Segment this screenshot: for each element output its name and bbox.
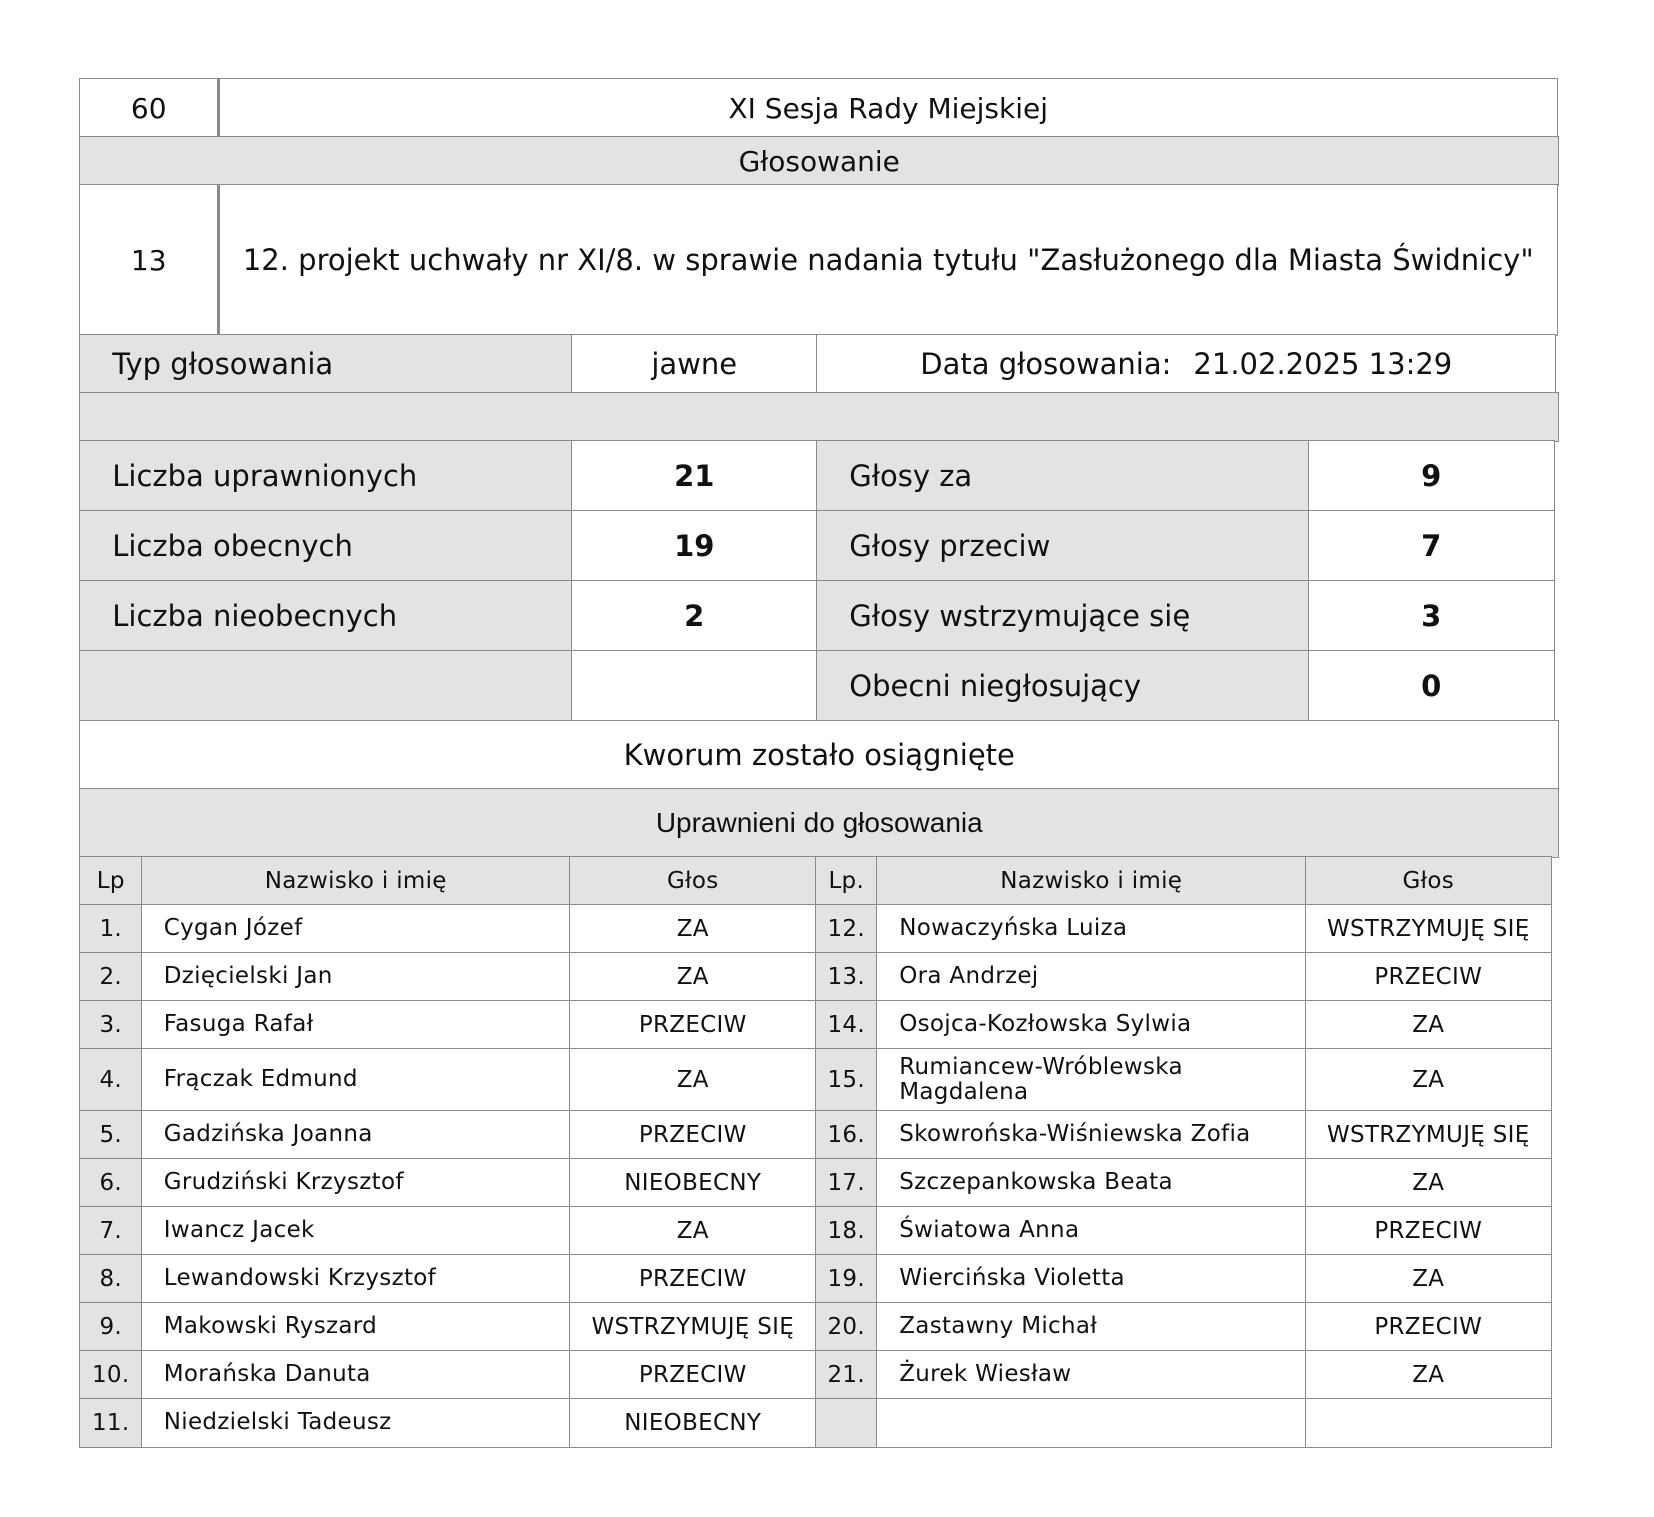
spacer-cell xyxy=(79,392,1559,442)
voter-name-right: Szczepankowska Beata xyxy=(876,1158,1306,1208)
stats-row xyxy=(80,581,1560,651)
stat-value-left xyxy=(571,650,818,722)
voter-name-right: Wiercińska Violetta xyxy=(876,1254,1306,1304)
voter-lp-left: 6. xyxy=(79,1158,142,1208)
voter-lp-right: 20. xyxy=(815,1302,878,1352)
voter-lp-right: 18. xyxy=(815,1206,878,1256)
voter-lp-right: 21. xyxy=(815,1350,878,1400)
voter-vote-right: ZA xyxy=(1305,1254,1552,1304)
voter-vote-left: NIEOBECNY xyxy=(569,1158,816,1208)
stat-label-left: Liczba obecnych xyxy=(79,510,572,582)
stats-row xyxy=(80,511,1560,581)
stat-label-left: Liczba uprawnionych xyxy=(79,440,572,512)
voter-name-left: Niedzielski Tadeusz xyxy=(141,1398,571,1448)
voter-lp-left: 8. xyxy=(79,1254,142,1304)
session-title: XI Sesja Rady Miejskiej xyxy=(219,78,1558,138)
stat-label-right: Obecni niegłosujący xyxy=(816,650,1309,722)
spacer-row xyxy=(80,393,1560,441)
voter-vote-left: PRZECIW xyxy=(569,1000,816,1050)
voters-table-header xyxy=(80,857,1560,905)
header-lp-left: Lp xyxy=(79,856,142,906)
resolution-title: 12. projekt uchwały nr XI/8. w sprawie nadania tytułu "Zasłużonego dla Miasta Świdnicy" xyxy=(219,184,1558,336)
voter-vote-right: PRZECIW xyxy=(1305,952,1552,1002)
voter-vote-right: PRZECIW xyxy=(1305,1206,1552,1256)
voter-name-right: Osojca-Kozłowska Sylwia xyxy=(876,1000,1306,1050)
voter-vote-right: PRZECIW xyxy=(1305,1302,1552,1352)
voter-vote-left: PRZECIW xyxy=(569,1110,816,1160)
voter-vote-right: WSTRZYMUJĘ SIĘ xyxy=(1305,1110,1552,1160)
voter-vote-left: PRZECIW xyxy=(569,1254,816,1304)
section-title: Głosowanie xyxy=(79,136,1559,186)
stat-label-right: Głosy za xyxy=(816,440,1309,512)
voter-vote-left: PRZECIW xyxy=(569,1350,816,1400)
voter-name-right: Rumiancew-Wróblewska Magdalena xyxy=(876,1048,1306,1112)
vote-date-value: 21.02.2025 13:29 xyxy=(1193,347,1453,381)
table-row xyxy=(80,1351,1560,1399)
stat-value-right: 9 xyxy=(1308,440,1555,512)
voter-name-right: Żurek Wiesław xyxy=(876,1350,1306,1400)
voters-table-body xyxy=(80,905,1560,1447)
header-vote-right: Głos xyxy=(1305,856,1552,906)
stat-label-right: Głosy przeciw xyxy=(816,510,1309,582)
voter-vote-left: NIEOBECNY xyxy=(569,1398,816,1448)
stat-value-right: 3 xyxy=(1308,580,1555,652)
voter-lp-left: 7. xyxy=(79,1206,142,1256)
voter-name-left: Cygan Józef xyxy=(141,904,571,954)
voter-lp-right: 16. xyxy=(815,1110,878,1160)
voter-lp-left: 4. xyxy=(79,1048,142,1112)
stat-value-left: 21 xyxy=(571,440,818,512)
voter-name-right xyxy=(876,1398,1306,1448)
voter-lp-left: 5. xyxy=(79,1110,142,1160)
vote-type-value: jawne xyxy=(571,334,818,394)
voter-name-left: Gadzińska Joanna xyxy=(141,1110,571,1160)
voter-vote-right: ZA xyxy=(1305,1048,1552,1112)
voter-vote-left: WSTRZYMUJĘ SIĘ xyxy=(569,1302,816,1352)
section-row xyxy=(80,137,1560,185)
stat-label-left xyxy=(79,650,572,722)
table-row xyxy=(80,1255,1560,1303)
stats-row xyxy=(80,441,1560,511)
voter-lp-left: 1. xyxy=(79,904,142,954)
voter-name-left: Frączak Edmund xyxy=(141,1048,571,1112)
voter-name-right: Nowaczyńska Luiza xyxy=(876,904,1306,954)
stat-label-left: Liczba nieobecnych xyxy=(79,580,572,652)
voter-lp-right: 19. xyxy=(815,1254,878,1304)
stat-value-right: 0 xyxy=(1308,650,1555,722)
voters-title-row xyxy=(80,789,1560,857)
table-row xyxy=(80,905,1560,953)
table-row xyxy=(80,1207,1560,1255)
table-row xyxy=(80,1049,1560,1111)
voter-vote-left: ZA xyxy=(569,1206,816,1256)
voter-name-right: Skowrońska-Wiśniewska Zofia xyxy=(876,1110,1306,1160)
voter-vote-right: WSTRZYMUJĘ SIĘ xyxy=(1305,904,1552,954)
stat-value-left: 19 xyxy=(571,510,818,582)
quorum-text: Kworum zostało osiągnięte xyxy=(79,720,1559,790)
header-name-left: Nazwisko i imię xyxy=(141,856,571,906)
voter-lp-left: 2. xyxy=(79,952,142,1002)
table-row xyxy=(80,1001,1560,1049)
header-lp-right: Lp. xyxy=(815,856,878,906)
voters-title: Uprawnieni do głosowania xyxy=(79,788,1559,858)
page-number: 60 xyxy=(79,78,220,138)
voter-name-left: Grudziński Krzysztof xyxy=(141,1158,571,1208)
stat-label-right: Głosy wstrzymujące się xyxy=(816,580,1309,652)
voter-vote-right: ZA xyxy=(1305,1000,1552,1050)
stat-value-right: 7 xyxy=(1308,510,1555,582)
stat-value-left: 2 xyxy=(571,580,818,652)
voting-document xyxy=(80,79,1560,1447)
voter-lp-left: 10. xyxy=(79,1350,142,1400)
voter-lp-right xyxy=(815,1398,878,1448)
table-row xyxy=(80,1399,1560,1447)
voter-lp-right: 13. xyxy=(815,952,878,1002)
quorum-row xyxy=(80,721,1560,789)
vote-type-row xyxy=(80,335,1560,393)
voter-name-left: Morańska Danuta xyxy=(141,1350,571,1400)
voter-lp-left: 11. xyxy=(79,1398,142,1448)
table-row xyxy=(80,1159,1560,1207)
table-row xyxy=(80,953,1560,1001)
resolution-number: 13 xyxy=(79,184,220,336)
voter-name-left: Iwancz Jacek xyxy=(141,1206,571,1256)
voter-name-right: Światowa Anna xyxy=(876,1206,1306,1256)
header-name-right: Nazwisko i imię xyxy=(876,856,1306,906)
voter-vote-right: ZA xyxy=(1305,1350,1552,1400)
voter-name-left: Makowski Ryszard xyxy=(141,1302,571,1352)
voter-name-left: Lewandowski Krzysztof xyxy=(141,1254,571,1304)
resolution-row xyxy=(80,185,1560,335)
voter-name-right: Ora Andrzej xyxy=(876,952,1306,1002)
voter-lp-right: 12. xyxy=(815,904,878,954)
voter-lp-right: 14. xyxy=(815,1000,878,1050)
voter-lp-left: 9. xyxy=(79,1302,142,1352)
voter-lp-left: 3. xyxy=(79,1000,142,1050)
voter-lp-right: 15. xyxy=(815,1048,878,1112)
stats-row xyxy=(80,651,1560,721)
vote-date-label: Data głosowania: xyxy=(920,347,1172,381)
voter-vote-right: ZA xyxy=(1305,1158,1552,1208)
vote-date xyxy=(816,334,1556,394)
table-row xyxy=(80,1303,1560,1351)
voter-vote-left: ZA xyxy=(569,952,816,1002)
voter-name-right: Zastawny Michał xyxy=(876,1302,1306,1352)
table-row xyxy=(80,1111,1560,1159)
header-vote-left: Głos xyxy=(569,856,816,906)
vote-type-label: Typ głosowania xyxy=(79,334,572,394)
voter-name-left: Fasuga Rafał xyxy=(141,1000,571,1050)
voter-vote-right xyxy=(1305,1398,1552,1448)
voter-lp-right: 17. xyxy=(815,1158,878,1208)
voter-vote-left: ZA xyxy=(569,904,816,954)
header-row xyxy=(80,79,1560,137)
voter-vote-left: ZA xyxy=(569,1048,816,1112)
voter-name-left: Dzięcielski Jan xyxy=(141,952,571,1002)
